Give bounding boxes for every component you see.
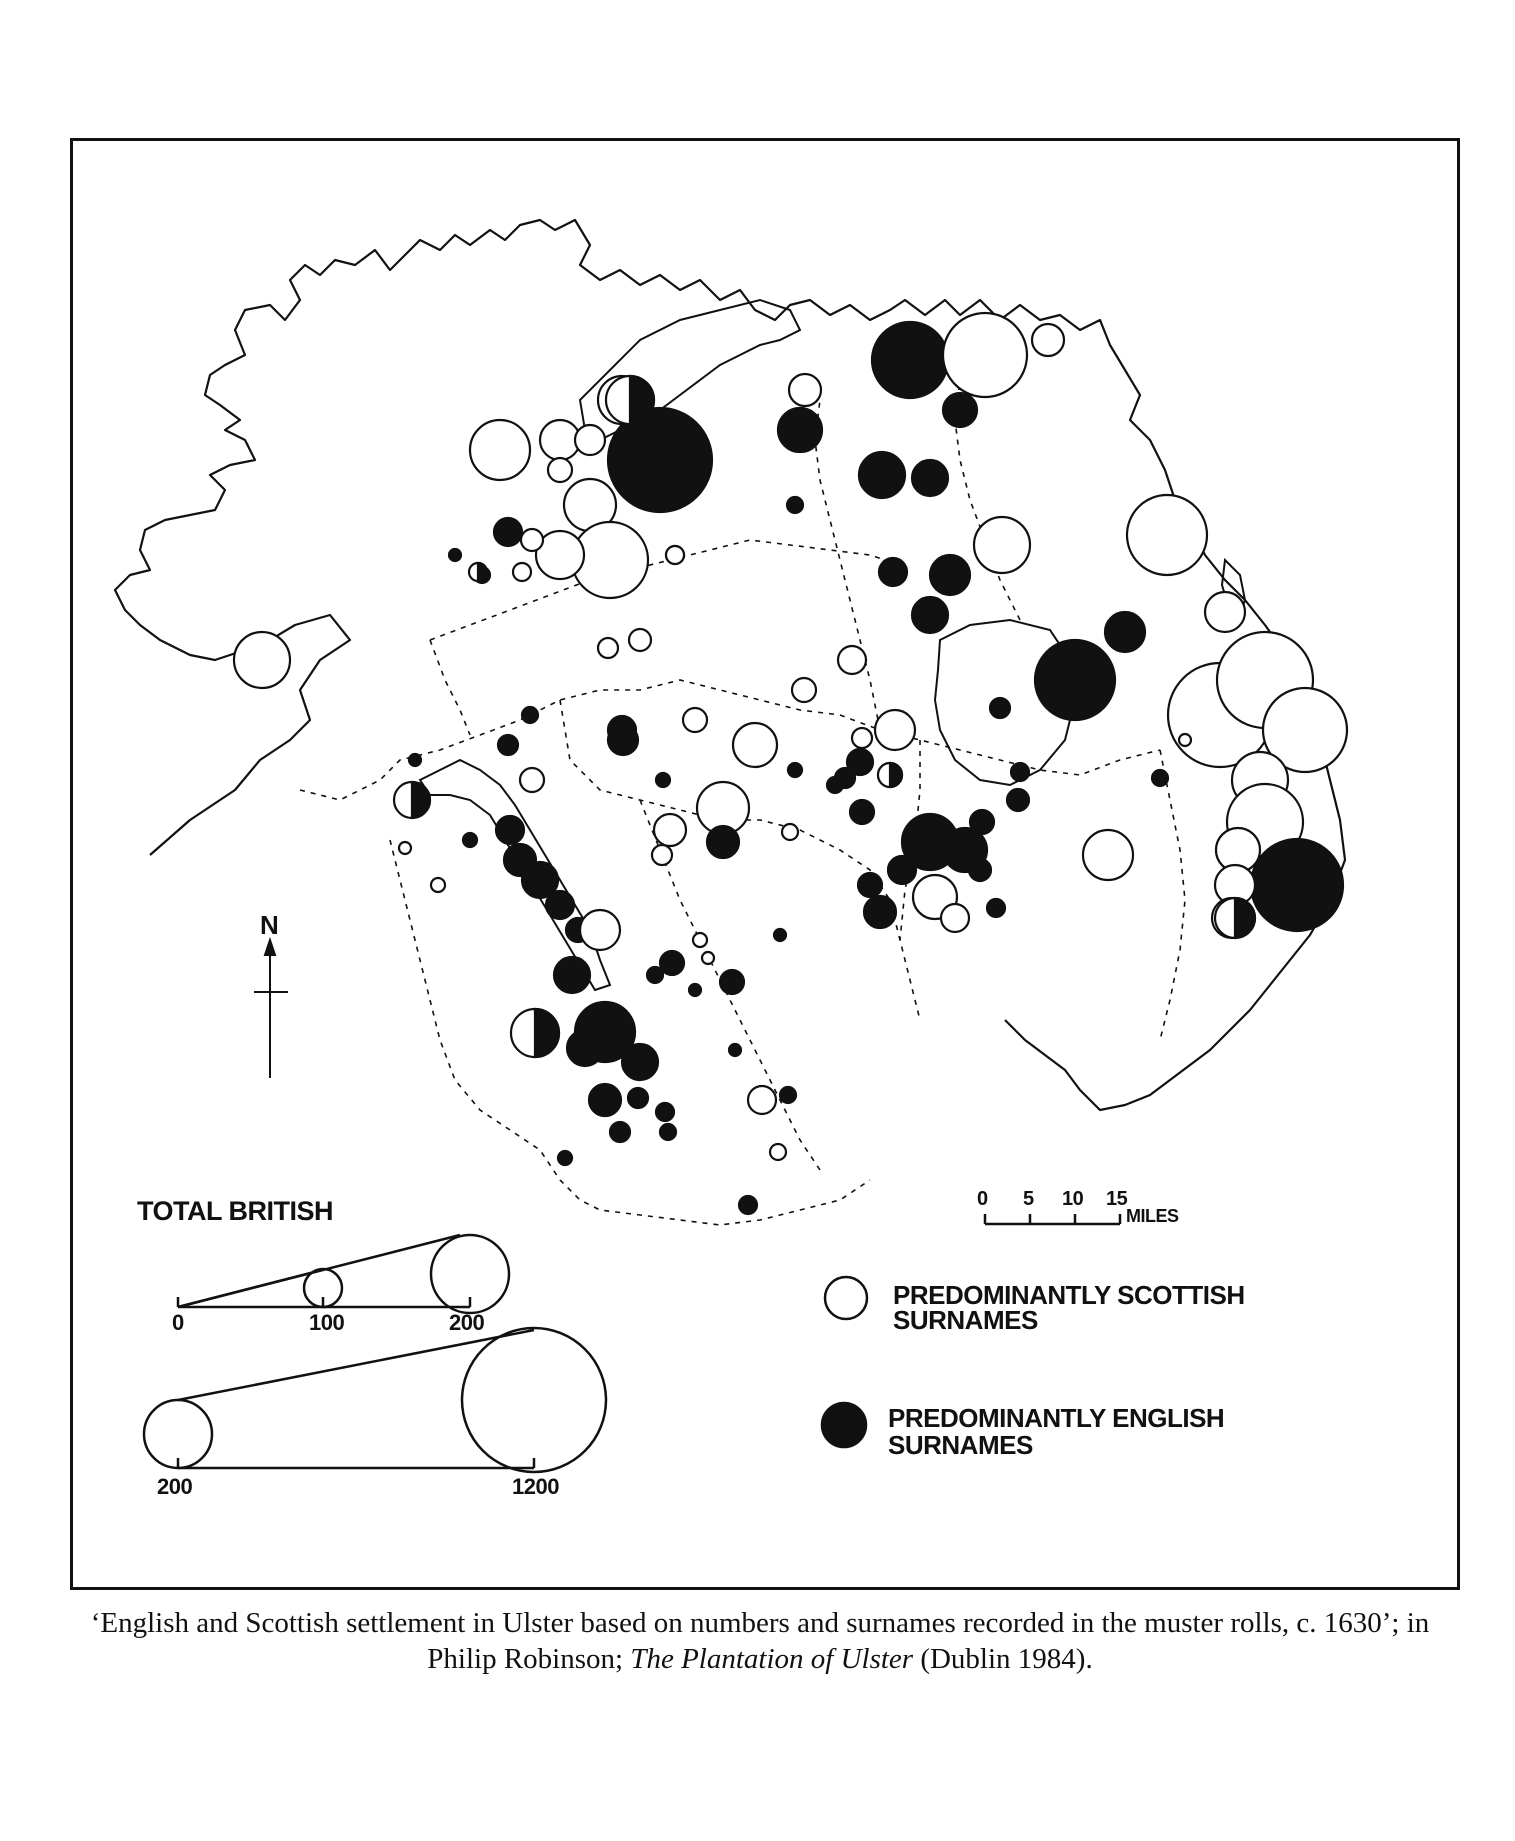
scottish-settlement-marker	[598, 638, 618, 658]
size-key-1200-circle	[462, 1328, 606, 1472]
english-settlement-marker	[463, 833, 477, 847]
english-settlement-marker	[774, 929, 786, 941]
english-settlement-marker	[608, 716, 636, 744]
scottish-settlement-marker	[974, 517, 1030, 573]
english-settlement-marker	[554, 957, 590, 993]
scottish-settlement-marker	[852, 728, 872, 748]
scottish-settlement-marker	[875, 710, 915, 750]
english-settlement-marker	[689, 984, 701, 996]
scottish-settlement-marker	[431, 878, 445, 892]
english-settlement-marker	[707, 826, 739, 858]
scale-bar	[985, 1214, 1120, 1224]
scottish-settlement-marker	[748, 1086, 776, 1114]
scottish-settlement-marker	[792, 678, 816, 702]
scottish-settlement-marker	[683, 708, 707, 732]
scale-tick-0: 0	[977, 1188, 988, 1210]
scottish-settlement-marker	[470, 420, 530, 480]
english-settlement-marker	[943, 393, 977, 427]
size-key-large	[144, 1328, 606, 1472]
english-settlement-marker	[1035, 640, 1115, 720]
english-settlement-marker	[1152, 770, 1168, 786]
english-settlement-marker	[656, 773, 670, 787]
english-settlement-marker	[1105, 612, 1145, 652]
scale-tick-15: 15	[1106, 1188, 1128, 1210]
english-settlement-marker	[788, 763, 802, 777]
legend-scottish-label-line2: SURNAMES	[893, 1305, 1038, 1335]
english-settlement-marker	[409, 754, 421, 766]
english-settlement-marker	[589, 1084, 621, 1116]
english-settlement-marker	[930, 555, 970, 595]
scottish-settlement-marker	[789, 374, 821, 406]
english-settlement-marker	[888, 856, 916, 884]
english-settlement-marker	[720, 970, 744, 994]
scottish-settlement-marker	[654, 814, 686, 846]
size-key-200-large-circle	[144, 1400, 212, 1468]
size-key-small	[178, 1235, 509, 1313]
legend-scottish-symbol	[825, 1277, 867, 1319]
scottish-settlement-marker	[234, 632, 290, 688]
size-key-tick-200-large: 200	[157, 1474, 193, 1499]
caption-quote: ‘English and Scottish settlement in Ulster based on numbers and surnames recorded in the muster rolls, c. 1630’; in Philip Robinson;	[90, 1607, 1430, 1675]
scottish-settlement-marker	[1179, 734, 1191, 746]
scottish-settlement-marker	[943, 313, 1027, 397]
english-settlement-marker	[778, 408, 822, 452]
scottish-settlement-marker	[1083, 830, 1133, 880]
size-key-tick-0: 0	[172, 1310, 184, 1335]
english-settlement-marker	[622, 1044, 658, 1080]
size-key-tick-100: 100	[309, 1310, 345, 1335]
scottish-settlement-marker	[652, 845, 672, 865]
scottish-settlement-marker	[702, 952, 714, 964]
english-settlement-marker	[780, 1087, 796, 1103]
scottish-settlement-marker	[521, 529, 543, 551]
english-settlement-marker	[656, 1103, 674, 1121]
english-settlement-marker	[990, 698, 1010, 718]
english-settlement-marker	[912, 597, 948, 633]
english-settlement-marker	[739, 1196, 757, 1214]
scottish-settlement-marker	[513, 563, 531, 581]
english-settlement-marker	[787, 497, 803, 513]
north-label: N	[260, 910, 279, 940]
english-settlement-marker	[496, 816, 524, 844]
english-settlement-marker	[1007, 789, 1029, 811]
english-settlement-marker	[660, 1124, 676, 1140]
scottish-settlement-marker	[666, 546, 684, 564]
english-settlement-marker	[969, 859, 991, 881]
english-settlement-marker	[827, 777, 843, 793]
english-settlement-marker	[449, 549, 461, 561]
scottish-settlement-marker	[770, 1144, 786, 1160]
english-settlement-marker	[859, 452, 905, 498]
english-settlement-marker	[628, 1088, 648, 1108]
english-settlement-marker	[660, 951, 684, 975]
scottish-settlement-marker	[1205, 592, 1245, 632]
scottish-settlement-marker	[399, 842, 411, 854]
scale-unit: MILES	[1126, 1206, 1179, 1226]
scottish-settlement-marker	[580, 910, 620, 950]
size-key-tick-1200: 1200	[512, 1474, 559, 1499]
scottish-settlement-marker	[575, 425, 605, 455]
scottish-settlement-marker	[782, 824, 798, 840]
english-settlement-marker	[970, 810, 994, 834]
scottish-settlement-marker	[733, 723, 777, 767]
english-settlement-marker	[912, 460, 948, 496]
north-arrow	[254, 940, 288, 1078]
scale-tick-5: 5	[1023, 1188, 1034, 1210]
scottish-settlement-marker	[1032, 324, 1064, 356]
english-settlement-marker	[987, 899, 1005, 917]
english-settlement-marker	[494, 518, 522, 546]
settlement-markers	[234, 313, 1347, 1214]
english-settlement-marker	[729, 1044, 741, 1056]
english-settlement-marker	[558, 1151, 572, 1165]
english-settlement-marker	[546, 891, 574, 919]
caption-book-title: The Plantation of Ulster	[630, 1643, 914, 1675]
english-settlement-marker	[850, 800, 874, 824]
total-british-label: TOTAL BRITISH	[137, 1196, 333, 1226]
scottish-settlement-marker	[520, 768, 544, 792]
county-boundaries	[300, 340, 1185, 1225]
legend-english-label-line2: SURNAMES	[888, 1430, 1033, 1460]
scottish-settlement-marker	[693, 933, 707, 947]
legend-scottish-label-line1: PREDOMINANTLY SCOTTISH	[893, 1280, 1245, 1310]
legend-english-label-line1: PREDOMINANTLY ENGLISH	[888, 1403, 1225, 1433]
scottish-settlement-marker	[1127, 495, 1207, 575]
english-settlement-marker	[864, 896, 896, 928]
english-settlement-marker	[647, 967, 663, 983]
english-settlement-marker	[879, 558, 907, 586]
size-key-tick-200: 200	[449, 1310, 485, 1335]
scottish-settlement-marker	[629, 629, 651, 651]
scale-tick-10: 10	[1062, 1188, 1084, 1210]
english-settlement-marker	[872, 322, 948, 398]
english-settlement-marker	[498, 735, 518, 755]
legend-english-symbol	[822, 1403, 866, 1447]
scottish-settlement-marker	[548, 458, 572, 482]
english-settlement-marker	[522, 707, 538, 723]
caption-publication: (Dublin 1984).	[920, 1643, 1093, 1675]
english-settlement-marker	[1251, 839, 1343, 931]
scottish-settlement-marker	[838, 646, 866, 674]
english-settlement-marker	[610, 1122, 630, 1142]
scottish-settlement-marker	[941, 904, 969, 932]
english-settlement-marker	[858, 873, 882, 897]
english-settlement-marker	[1011, 763, 1029, 781]
figure-caption	[60, 1605, 1460, 1677]
